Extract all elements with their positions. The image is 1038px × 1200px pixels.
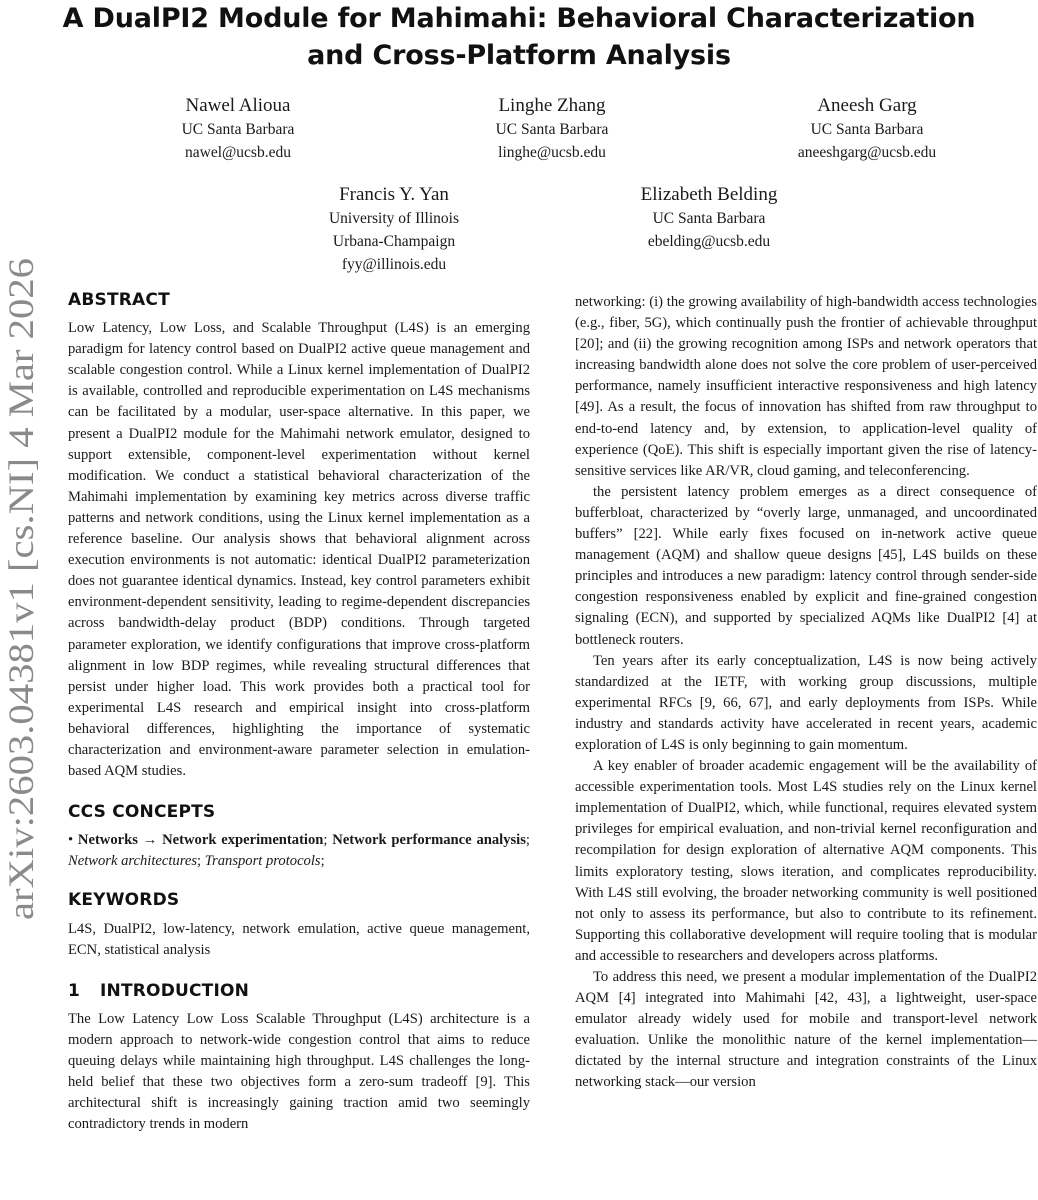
author-block bbox=[402, 93, 702, 164]
ccs-separator: ; bbox=[323, 832, 328, 849]
abstract-heading: ABSTRACT bbox=[68, 290, 170, 310]
author-email: fyy@illinois.edu bbox=[341, 256, 447, 273]
intro-paragraph: The Low Latency Low Loss Scalable Throughput (L4S) architecture is a modern approach to network-wide congestion control that aims to reduce queuing delays while maintaining high throughput. L4S challenges the long-held belief that these two objectives form a zero-sum tradeoff [9]. This architectural shift is increasingly gaining traction amid two seemingly contradictory trends in modern bbox=[68, 1010, 530, 1133]
arxiv-sidebar bbox=[0, 252, 46, 932]
author-name: Elizabeth Belding bbox=[640, 184, 778, 205]
section-heading bbox=[68, 981, 530, 1002]
author-name: Aneesh Garg bbox=[817, 95, 917, 116]
section-number: 1 bbox=[68, 980, 81, 1001]
intro-paragraph: A key enabler of broader academic engagement will be the availability of accessible experimentation tools. Most L4S studies rely on the Linux kernel implementation of DualPI2, which, while functional, requires elevated system privileges for empirical evaluation, and non-trivial kernel reconfiguration and recompilation for design exploration of alternative AQM components. This limits exploratory testing, slows iteration, and complicates reproducibility. With L4S still evolving, the broader networking community is well positioned not only to assess its performance, but also to contribute to its refinement. Supporting this collaborative development will require tooling that is modular and accessible to researchers and developers across platforms. bbox=[575, 758, 1037, 964]
abstract-section bbox=[68, 290, 530, 782]
keywords-heading: KEYWORDS bbox=[68, 890, 180, 911]
ccs-text bbox=[68, 830, 530, 872]
section-title: INTRODUCTION bbox=[100, 980, 250, 1001]
paper-title: A DualPI2 Module for Mahimahi: Behavioral Characterization and Cross-Platform Analysis bbox=[62, 3, 976, 71]
intro-paragraph: Ten years after its early conceptualization, L4S is now being actively standardized at the IETF, with working group discussions, multiple experimental RFCs [9, 66, 67], and early deployments from ISPs. While industry and standards activity have accelerated in recent years, academic exploration of L4S is only beginning to gain momentum. bbox=[575, 652, 1037, 753]
author-name: Linghe Zhang bbox=[498, 95, 606, 116]
author-block bbox=[244, 182, 544, 276]
author-affiliation: UC Santa Barbara bbox=[181, 121, 295, 138]
ccs-separator: ; bbox=[320, 853, 325, 870]
author-name: Francis Y. Yan bbox=[339, 184, 449, 205]
arxiv-stamp bbox=[0, 252, 46, 932]
ccs-arrow: → bbox=[142, 832, 158, 849]
author-affiliation-line2: Urbana-Champaign bbox=[332, 233, 456, 250]
ccs-section bbox=[68, 802, 530, 872]
author-affiliation: UC Santa Barbara bbox=[810, 121, 924, 138]
right-column bbox=[575, 292, 1037, 1094]
author-block bbox=[88, 93, 388, 164]
introduction-section bbox=[68, 981, 530, 1136]
ccs-concept: Networks bbox=[77, 832, 138, 849]
ccs-separator: ; bbox=[197, 853, 202, 870]
author-email: linghe@ucsb.edu bbox=[498, 144, 606, 161]
author-email: ebelding@ucsb.edu bbox=[647, 233, 771, 250]
intro-paragraph: the persistent latency problem emerges as a direct consequence of bufferbloat, characterized by “overly large, unmanaged, and uncoordinated buffers” [22]. While early fixes focused on in-network active queue management (AQM) and shallow queue designs [45], L4S builds on these principles and introduces a new paradigm: latency control through sender-side congestion responsiveness enabled by explicit and fine-grained congestion signaling (ECN), and supported by specialized AQMs like DualPI2 [4] at bottleneck routers. bbox=[575, 483, 1037, 648]
author-block bbox=[717, 93, 1017, 164]
ccs-concept: Network architectures bbox=[68, 853, 198, 870]
author-email: nawel@ucsb.edu bbox=[185, 144, 291, 161]
author-name: Nawel Alioua bbox=[185, 95, 291, 116]
abstract-text: Low Latency, Low Loss, and Scalable Throughput (L4S) is an emerging paradigm for latency control based on DualPI2 active queue management and scalable congestion control. While a Linux kernel implementation of DualPI2 is available, controlled and reproducible experimentation on L4S mechanisms can be facilitated by a modular, user-space alternative. In this paper, we present a DualPI2 module for the Mahimahi network emulator, designed to support extensible, component-level experimentation without kernel modification. We conduct a statistical behavioral characterization of the Mahimahi implementation by examining key metrics across diverse traffic patterns and network conditions, using the Linux kernel implementation as a reference baseline. Our analysis shows that behavioral alignment across execution environments is not automatic: identical DualPI2 parameterization does not guarantee identical dynamics. Instead, key control parameters exhibit environment-dependent sensitivity, leading to regime-dependent discrepancies across bandwidth-delay product (BDP) conditions. Through targeted parameter exploration, we identify configurations that improve cross-platform alignment in low BDP regimes, while revealing structural differences that persist under higher load. This work provides both a practical tool for experimental L4S research and empirical insight into cross-platform behavioral differences, highlighting the importance of systematic characterization and environment-aware parameter selection in emulation-based AQM studies. bbox=[68, 320, 530, 780]
keywords-text: L4S, DualPI2, low-latency, network emulation, active queue management, ECN, statistical analysis bbox=[68, 920, 530, 958]
ccs-concept: Network experimentation bbox=[162, 832, 324, 849]
ccs-concept: Network performance analysis bbox=[332, 832, 526, 849]
ccs-heading: CCS CONCEPTS bbox=[68, 802, 216, 823]
author-affiliation: UC Santa Barbara bbox=[652, 210, 766, 227]
arxiv-identifier: arXiv:2603.04381v1 [cs.NI] 4 Mar 2026 bbox=[1, 334, 41, 920]
intro-paragraph-continued: networking: (i) the growing availability of high-bandwidth access technologies (e.g., fiber, 5G), which continually push the frontier of achievable throughput [20]; and (ii) the growing recognition among ISPs and network operators that increasing bandwidth alone does not solve the core problem of user-perceived performance, namely insufficient interactive responsiveness and high latency [49]. As a result, the focus of innovation has shifted from raw throughput to end-to-end latency and, by extension, to application-level quality of experience (QoE). This shift is especially important given the rise of latency-sensitive services like AR/VR, cloud gaming, and teleconferencing. bbox=[575, 294, 1037, 479]
author-affiliation: UC Santa Barbara bbox=[495, 121, 609, 138]
keywords-section bbox=[68, 890, 530, 960]
ccs-separator: ; bbox=[525, 832, 530, 849]
author-block bbox=[559, 182, 859, 253]
ccs-concept: Transport protocols bbox=[204, 853, 321, 870]
intro-paragraph: To address this need, we present a modular implementation of the DualPI2 AQM [4] integrated into Mahimahi [42, 43], a lightweight, user-space emulator already widely used for mobile and transport-level network evaluation. Unlike the monolithic nature of the kernel implementation—dictated by the internal structure and integration constraints of the Linux networking stack—our version bbox=[575, 969, 1037, 1091]
author-email: aneeshgarg@ucsb.edu bbox=[797, 144, 937, 161]
ccs-bullet: • bbox=[68, 832, 74, 849]
left-column bbox=[68, 290, 530, 1145]
author-affiliation: University of Illinois bbox=[328, 210, 460, 227]
